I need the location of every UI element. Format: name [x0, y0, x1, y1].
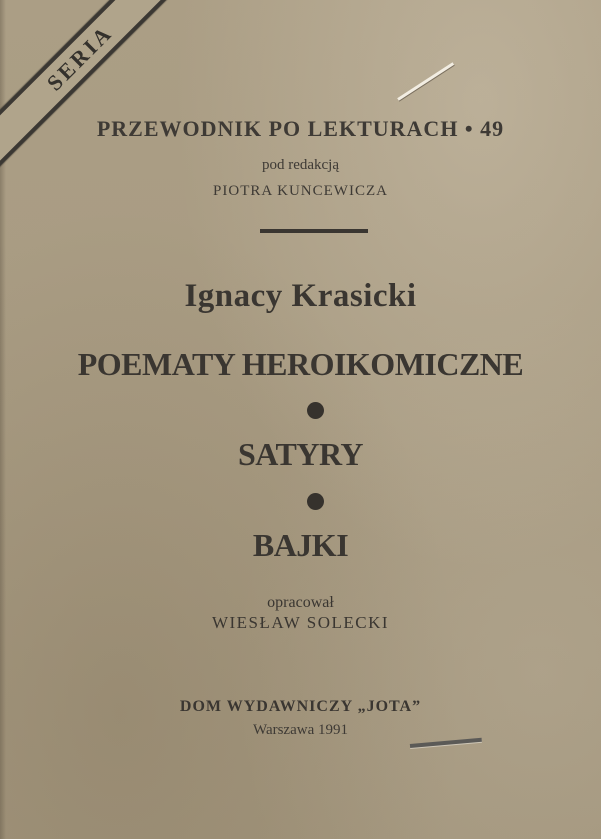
prepared-by-label: opracował: [267, 594, 334, 611]
series-corner-band: [0, 0, 200, 178]
work-title-poematy: POEMATY HEROIKOMICZNE: [77, 346, 524, 382]
bullet-dot: [307, 402, 324, 419]
publisher-name: DOM WYDAWNICZY „JOTA”: [179, 698, 422, 715]
series-band-inner: [0, 0, 197, 175]
bullet-dot: [307, 493, 324, 510]
series-badge-text: SERIA: [41, 19, 118, 96]
series-title: PRZEWODNIK PO LEKTURACH • 49: [96, 116, 505, 141]
publication-place-year: Warszawa 1991: [252, 722, 348, 738]
editor-label: pod redakcją: [261, 157, 340, 173]
prepared-by-name: WIESŁAW SOLECKI: [211, 613, 390, 632]
divider-rule: [260, 229, 368, 233]
tape-mark: [410, 738, 482, 748]
work-title-satyry: SATYRY: [237, 436, 364, 472]
author-name: Ignacy Krasicki: [184, 278, 417, 314]
work-title-bajki: BAJKI: [252, 527, 349, 563]
scratch-mark: [397, 62, 454, 100]
editor-name: PIOTRA KUNCEWICZA: [213, 183, 388, 199]
